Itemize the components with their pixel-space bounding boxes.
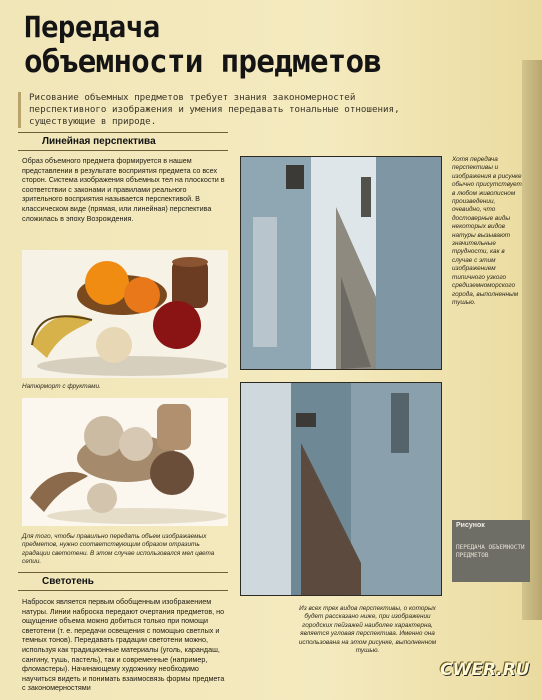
sidebar-box bbox=[452, 520, 530, 582]
page-title-line-1: Передача bbox=[24, 10, 160, 44]
intro-text: Рисование объемных предметов требует знания закономерностей перспективного изображения и умения передавать тональные отношения, существующие в природе. bbox=[18, 92, 409, 128]
section-divider bbox=[18, 132, 228, 133]
watermark-logo: CWER.RU bbox=[440, 660, 530, 680]
section-text-chiaroscuro: Набросок является первым обобщенным изображением натуры. Линии наброска передают очертания предметов, но ощущение объема можно добиться только при помощи светотени (т. е. передачи освещения с помощью светлых и темных тонов). Передавать градации светотени можно, используя как традиционные материалы (уголь, карандаш, сангину, тушь, пастель), так и современные (например, фломастеры). Начинающему художнику необходимо научиться видеть и понимать взаимосвязь формы предмета с закономерностями bbox=[22, 597, 225, 693]
section-divider bbox=[18, 590, 228, 591]
section-text-linear: Образ объемного предмета формируется в нашем представлении в результате восприятия предмета со всех сторон. Система изображения объемных тел на плоскости в соответствии с законами и правилами реального зрительного восприятия называется перспективой. В классическом виде (прямая, или линейная) перспектива сложилась в эпоху Возрождения. bbox=[22, 156, 225, 223]
section-heading-linear: Линейная перспектива bbox=[42, 136, 156, 147]
section-heading-chiaroscuro: Светотень bbox=[42, 576, 94, 587]
caption-fruit: Натюрморт с фруктами. bbox=[22, 383, 101, 390]
header bbox=[20, 8, 525, 88]
street-photo-bottom bbox=[240, 382, 442, 596]
fruit-still-life-image bbox=[22, 250, 228, 378]
page-title-line-2: объемности предметов bbox=[24, 44, 382, 80]
sketch-still-life-image bbox=[22, 398, 228, 526]
caption-right-top: Хотя передача перспективы и изображения в рисунке обычно присутствует в любом живописном произведении, очевидно, что достоверные виды некоторых видов натуры вызывают значительные трудности, как в случае с этим изображением типичного узкого средиземноморского города, выполненным тушью. bbox=[452, 156, 522, 306]
section-divider bbox=[18, 572, 228, 573]
section-divider bbox=[18, 150, 228, 151]
sidebar-title: Рисунок bbox=[456, 522, 485, 529]
sidebar-text: ПЕРЕДАЧА ОБЪЕМНОСТИ ПРЕДМЕТОВ bbox=[456, 544, 525, 559]
caption-sketch: Для того, чтобы правильно передать объем изображаемых предметов, нужно соответствующим образом отразить градации светотени. В этом случае использовался мел цвета сепии. bbox=[22, 533, 215, 566]
caption-bottom-right: Из всех трех видов перспективы, о которых будет рассказано ниже, при изображении городских пейзажей наиболее характерна, является угловая перспектива. Именно она использована на этом рисунке, выполненном тушью. bbox=[298, 605, 437, 655]
street-photo-top bbox=[240, 156, 442, 370]
